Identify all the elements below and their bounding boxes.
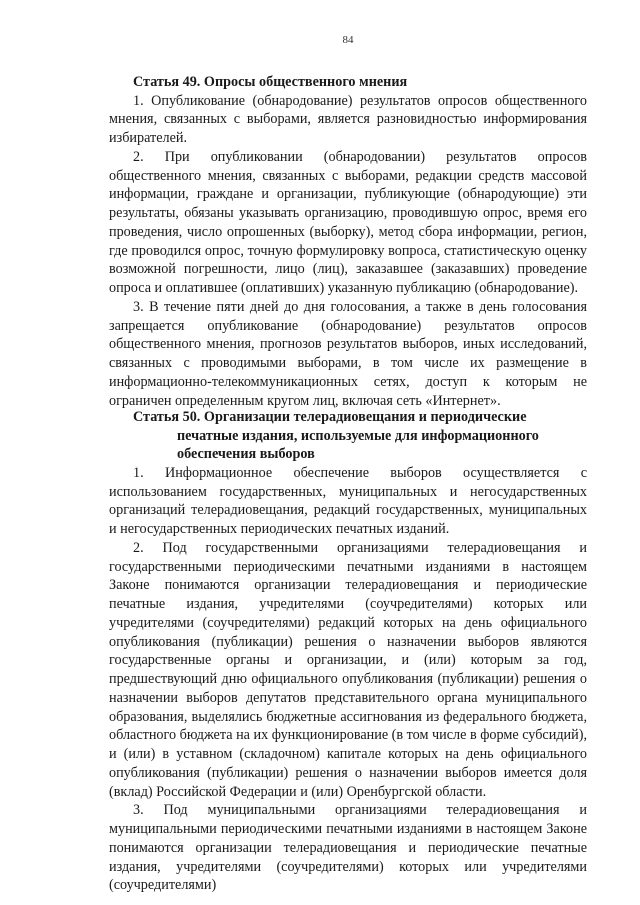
article-50-title: [109, 408, 587, 464]
article-50-paragraph-3: 3. Под муниципальными организациями телерадиовещания и муниципальными периодическими печатными изданиями в настоящем Законе понимаются организации телерадиовещания и периодические печатные издания, учредителями (соучредителями) которых или учредителями (соучредителями): [109, 802, 587, 894]
article-50-title-line-3: обеспечения выборов: [177, 446, 315, 463]
article-50-paragraph-2: 2. Под государственными организациями телерадиовещания и государственными периодическими печатными изданиями в настоящем Законе понимаются организации телерадиовещания и периодические печатные издания, учредителями (соучредителями) которых или учредителями (соучредителями) редакций которых на день официального опубликования (публикации) решения о назначении выборов являются государственные органы и организации, и (или) которым за год, предшествующий дню официального опубликования (публикации) решения о назначении выборов депутатов представительного органа муниципального образования, выделялись бюджетные ассигнования из федерального бюджета, областного бюджета на их функционирование (в том числе в форме субсидий), и (или) в уставном (складочном) капитале которых на день официального опубликования (публикации) решения о назначении выборов имеется доля (вклад) Российской Федерации и (или) Оренбургской области.: [109, 539, 587, 800]
article-49-paragraph-3: 3. В течение пяти дней до дня голосования, а также в день голосования запрещается опубликование (обнародование) результатов опросов общественного мнения, прогнозов результатов выборов, иных исследований, связанных с проводимыми выборами, в том числе их размещение в информационно-телекоммуникационных сетях, доступ к которым не ограничен определенным кругом лиц, включая сеть «Интернет».: [109, 298, 587, 409]
article-50-title-line-1: Статья 50. Организации телерадиовещания и периодические: [133, 409, 527, 425]
article-50-paragraph-1: 1. Информационное обеспечение выборов осуществляется с использованием государственных, муниципальных и негосударственных организаций телерадиовещания, редакций государственных, муниципальных и негосударственных периодических печатных изданий.: [109, 464, 587, 538]
article-50-title-line-2: печатные издания, используемые для информационного: [177, 427, 539, 444]
article-49: [109, 73, 587, 410]
article-50: [109, 408, 587, 895]
article-49-paragraph-2: 2. При опубликовании (обнародовании) результатов опросов общественного мнения, связанных с выборами, редакции средств массовой информации, граждане и организации, публикующие (обнародующие) эти результаты, обязаны указывать организацию, проводившую опрос, время его проведения, число опрошенных (выборку), метод сбора информации, регион, где проводился опрос, точную формулировку вопроса, статистическую оценку возможной погрешности, лицо (лиц), заказавшее (заказавших) проведение опроса и оплатившее (оплативших) указанную публикацию (обнародование).: [109, 148, 587, 297]
article-49-paragraph-1: 1. Опубликование (обнародование) результатов опросов общественного мнения, связанных с выборами, является разновидностью информирования избирателей.: [109, 92, 587, 147]
article-49-title: Статья 49. Опросы общественного мнения: [133, 74, 408, 90]
page-number: 84: [342, 34, 354, 46]
